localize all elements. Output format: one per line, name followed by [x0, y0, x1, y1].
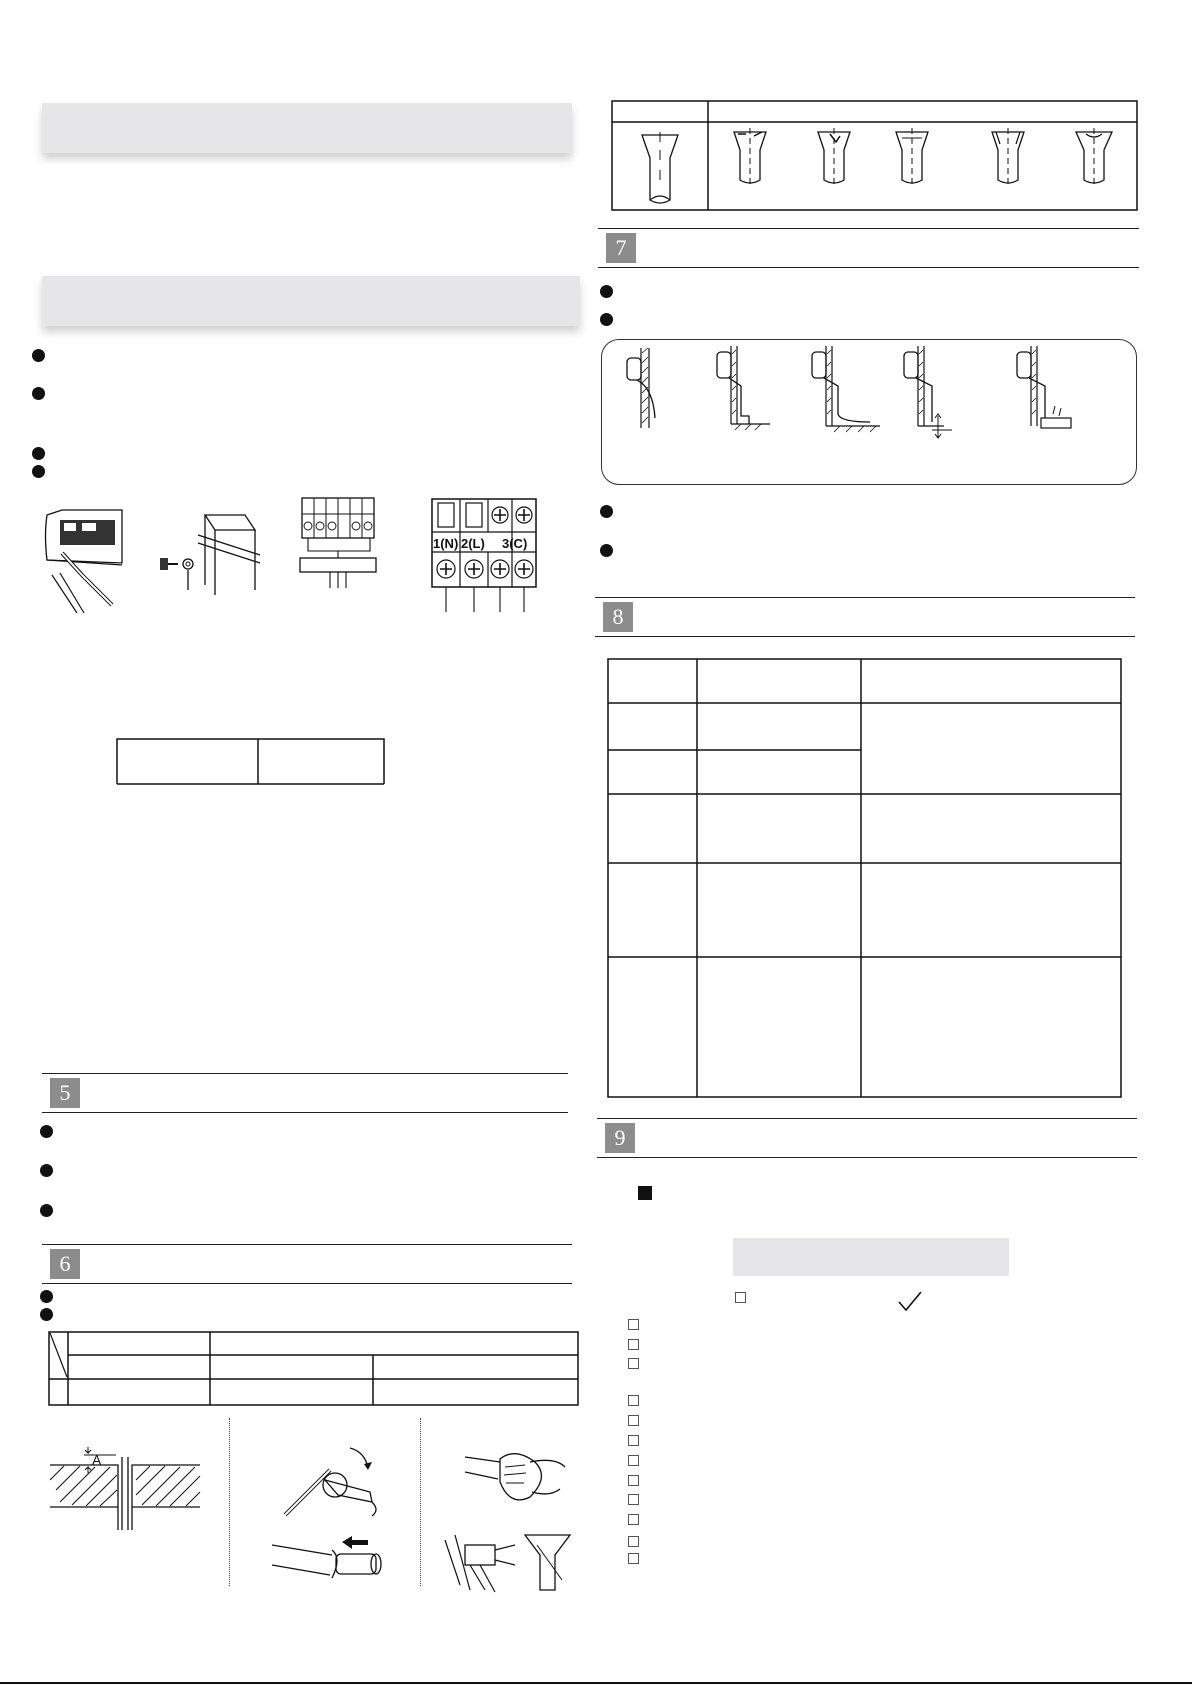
section-9-number: 9 — [605, 1123, 635, 1153]
drain-figure-3 — [810, 346, 880, 436]
dotted-divider — [229, 1418, 230, 1586]
checklist-checkbox[interactable] — [628, 1514, 639, 1525]
drain-figure-1 — [625, 348, 665, 428]
flare-dimension-label: A — [92, 1452, 102, 1468]
checklist-checkbox[interactable] — [628, 1435, 639, 1446]
checklist-checkbox[interactable] — [628, 1536, 639, 1547]
checklist-checkbox[interactable] — [628, 1455, 639, 1466]
flare-check-table — [611, 100, 1139, 212]
flaring-tool-figure — [440, 1530, 580, 1595]
terminal-block-figure — [430, 497, 540, 615]
black-square-bullet — [638, 1186, 652, 1200]
checklist-checkbox[interactable] — [628, 1319, 639, 1330]
checklist-checkbox[interactable] — [628, 1553, 639, 1564]
section-5-number: 5 — [50, 1078, 80, 1108]
bullet-dot — [32, 387, 45, 400]
bullet-dot — [40, 1164, 53, 1177]
terminal-label-l: 2(L) — [461, 536, 485, 551]
bullet-dot — [40, 1308, 53, 1321]
flare-bad-figure-3 — [894, 128, 930, 188]
small-spec-table — [116, 738, 386, 788]
section-6-number: 6 — [50, 1249, 80, 1279]
section-8-header — [595, 597, 1135, 637]
checklist-checkbox[interactable] — [628, 1494, 639, 1505]
section-7-number: 7 — [606, 233, 636, 263]
checkbox-legend-icon — [735, 1292, 746, 1303]
bullet-dot — [32, 465, 45, 478]
terminal-strip-figure — [300, 496, 380, 591]
indoor-unit-wiring-figure — [42, 505, 122, 615]
flare-bad-figure-1 — [732, 128, 768, 188]
flare-height-figure — [50, 1445, 220, 1535]
pipe-size-table — [48, 1331, 580, 1407]
section-9-header — [597, 1118, 1137, 1158]
flare-good-figure — [640, 130, 680, 208]
terminal-label-n: 1(N) — [433, 536, 459, 551]
bullet-dot — [32, 349, 45, 362]
bullet-dot — [600, 505, 613, 518]
bullet-dot — [40, 1204, 53, 1217]
hand-flaring-figure — [460, 1437, 570, 1517]
bullet-dot — [600, 313, 613, 326]
bullet-dot — [600, 285, 613, 298]
page-bottom-rule — [0, 1682, 1192, 1684]
pipe-cutter-figure — [280, 1440, 390, 1520]
bullet-dot — [600, 544, 613, 557]
checklist-header-bar — [733, 1238, 1009, 1276]
dotted-divider — [420, 1418, 421, 1586]
checklist-checkbox[interactable] — [628, 1358, 639, 1369]
drain-figure-4 — [902, 346, 962, 442]
header-bar-2 — [42, 276, 580, 326]
flare-bad-figure-4 — [990, 128, 1026, 188]
header-bar-1 — [42, 103, 572, 153]
section-8-number: 8 — [603, 602, 633, 632]
ground-screw-figure — [150, 505, 260, 605]
checklist-checkbox[interactable] — [628, 1415, 639, 1426]
drain-figure-2 — [715, 346, 770, 436]
flare-bad-figure-5 — [1076, 128, 1112, 188]
checklist-checkbox[interactable] — [628, 1339, 639, 1350]
checklist-checkbox[interactable] — [628, 1395, 639, 1406]
flare-bad-figure-2 — [816, 128, 852, 188]
section-7-header — [598, 228, 1139, 268]
drain-figure-5 — [1015, 346, 1085, 436]
section-6-header — [42, 1244, 572, 1284]
checkmark-icon — [897, 1290, 923, 1312]
pipe-insert-figure — [272, 1530, 392, 1585]
bullet-dot — [32, 447, 45, 460]
section-5-header — [42, 1073, 568, 1113]
troubleshooting-table — [606, 657, 1123, 1099]
bullet-dot — [40, 1125, 53, 1138]
checklist-checkbox[interactable] — [628, 1475, 639, 1486]
terminal-label-c: 3(C) — [502, 536, 528, 551]
bullet-dot — [40, 1290, 53, 1303]
